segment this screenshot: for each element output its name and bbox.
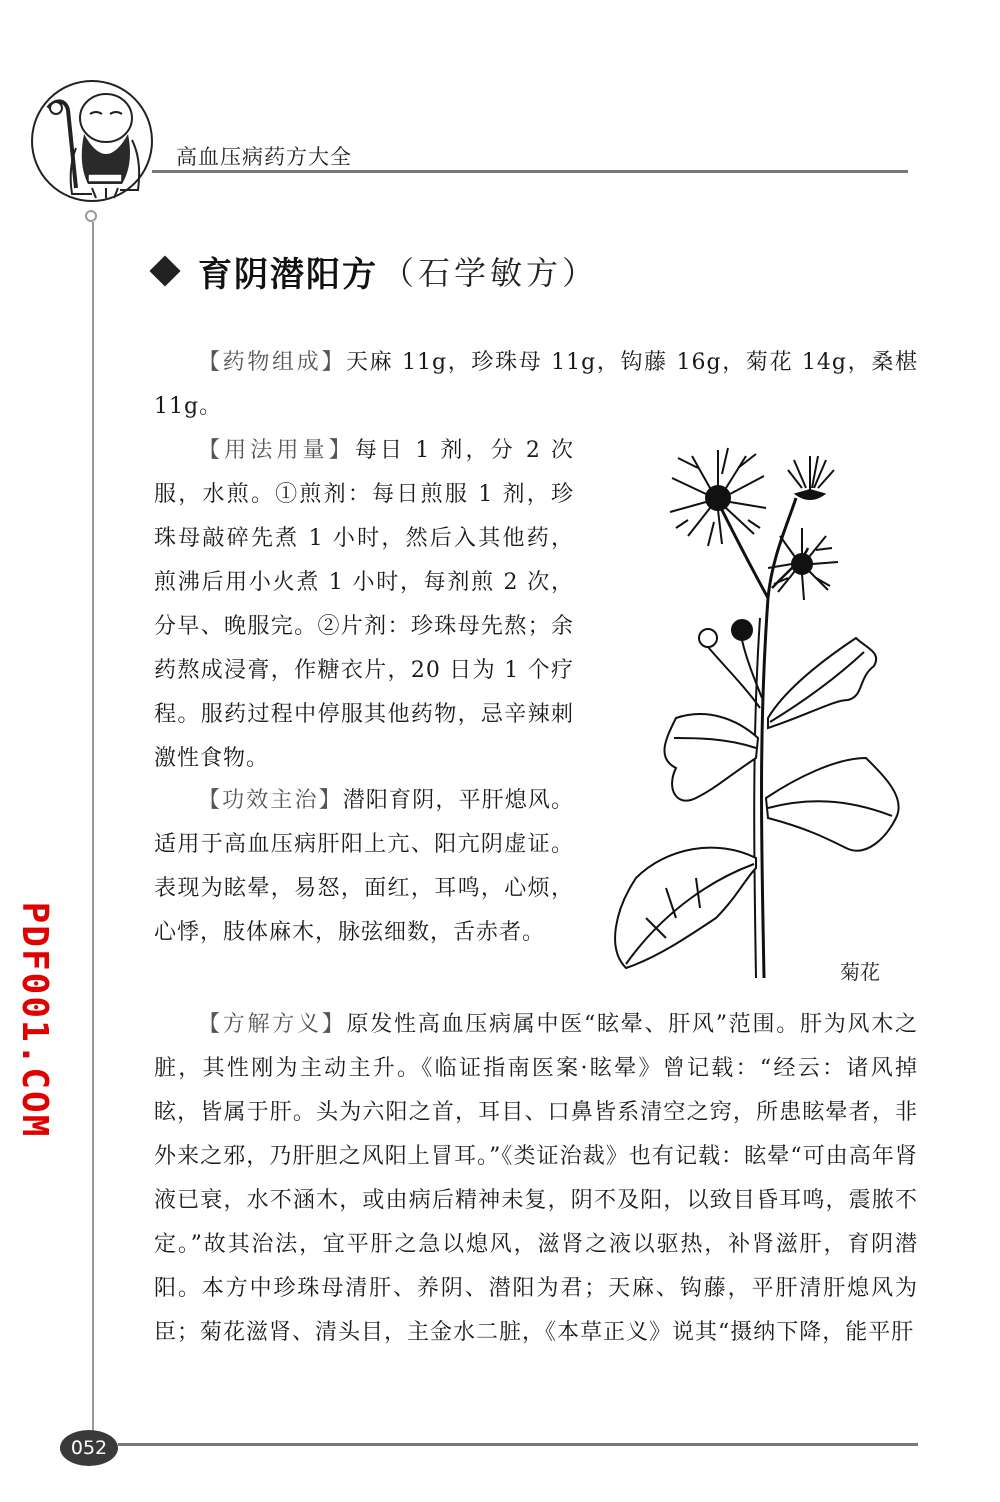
explanation-paragraph [154,1003,918,1355]
usage-text: 每日 1 剂，分 2 次服，水煎。①煎剂：每日煎服 1 剂，珍珠母敲碎先煮 1 小时，然后入其他药，煎沸后用小火煮 1 小时，每剂煎 2 次，分早、晚服完。②片剂：珍珠母先熬；余药熬成浸膏，作糖衣片，20 日为 1 个疗程。服药过程中停服其他药物，忌辛辣刺激性食物。 [154,438,574,771]
section-subtitle: （石学敏方） [382,254,599,292]
usage-label: 【用法用量】 [198,438,355,463]
composition-label: 【药物组成】 [198,350,347,375]
pdf001-watermark: PDF001.COM [14,901,55,1139]
margin-dot [85,210,97,222]
composition-text: 天麻 11g，珍珠母 11g，钩藤 16g，菊花 14g，桑椹 11g。 [154,350,918,419]
effect-label: 【功效主治】 [198,788,343,813]
margin-rule [92,222,94,1444]
composition-paragraph [154,341,918,429]
usage-paragraph [154,429,574,781]
effect-paragraph [154,779,574,955]
section-title: 育阴潜阳方 [198,254,378,295]
section-heading [148,248,598,294]
header-rule [152,170,908,173]
book-title: 高血压病药方大全 [176,145,352,169]
old-man-mascot-icon [26,78,158,204]
effect-text: 潜阳育阴，平肝熄风。适用于高血压病肝阳上亢、阳亢阴虚证。表现为眩晕，易怒，面红，耳鸣，心烦，心悸，肢体麻木，脉弦细数，舌赤者。 [154,788,574,945]
explanation-label: 【方解方义】 [198,1012,347,1037]
illustration-caption: 菊花 [840,960,880,984]
page-number-badge: 052 [60,1430,118,1466]
chrysanthemum-illustration [596,438,920,982]
explanation-text: 原发性高血压病属中医“眩晕、肝风”范围。肝为风木之脏，其性刚为主动主升。《临证指南医案·眩晕》曾记载：“经云：诸风掉眩，皆属于肝。头为六阳之首，耳目、口鼻皆系清空之窍，所患眩晕者，非外来之邪，乃肝胆之风阳上冒耳。”《类证治裁》也有记载：眩晕“可由高年肾液已衰，水不涵木，或由病后精神未复，阴不及阳，以致目昏耳鸣，震脓不定。”故其治法，宜平肝之急以熄风，滋肾之液以驱热，补肾滋肝，育阴潜阳。本方中珍珠母清肝、养阴、潜阳为君；天麻、钩藤，平肝清肝熄风为臣；菊花滋肾、清头目，主金水二脏，《本草正义》说其“摄纳下降，能平肝 [154,1012,918,1345]
footer-rule [118,1443,918,1446]
diamond-bullet-icon [149,255,180,286]
